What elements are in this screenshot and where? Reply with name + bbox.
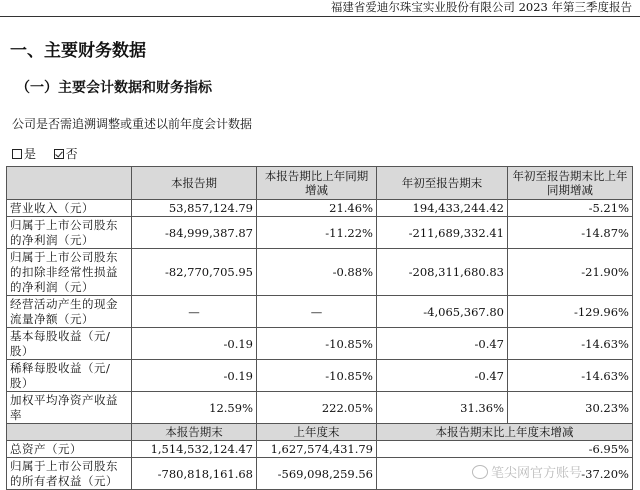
header-cell: 本报告期末比上年度末增减 xyxy=(377,424,633,441)
cell-value: -5.21% xyxy=(508,200,633,217)
cell-value: — xyxy=(132,296,257,328)
cell-value: 30.23% xyxy=(508,392,633,424)
weibo-logo-icon xyxy=(472,465,488,479)
cell-value: -37.20% xyxy=(377,458,633,490)
cell-value: -10.85% xyxy=(257,328,377,360)
watermark-text: 笔尖网官方账号 xyxy=(491,466,583,481)
row-label: 总资产（元） xyxy=(7,441,132,458)
checkbox-no-checked[interactable] xyxy=(54,149,64,159)
cell-value: -6.95% xyxy=(377,441,633,458)
header-cell: 上年度末 xyxy=(257,424,377,441)
header-cell: 年初至报告期末 xyxy=(377,167,508,200)
cell-value: -14.63% xyxy=(508,328,633,360)
row-label: 经营活动产生的现金流量净额（元） xyxy=(7,296,132,328)
cell-value: -11.22% xyxy=(257,217,377,249)
cell-value: -82,770,705.95 xyxy=(132,249,257,296)
cell-value: -129.96% xyxy=(508,296,633,328)
cell-value: -14.63% xyxy=(508,360,633,392)
cell-value: 12.59% xyxy=(132,392,257,424)
option-no-label: 否 xyxy=(65,147,78,161)
table-row xyxy=(7,200,633,217)
table-row xyxy=(7,360,633,392)
checkbox-yes[interactable] xyxy=(12,149,22,159)
cell-value: — xyxy=(257,296,377,328)
table-row xyxy=(7,296,633,328)
row-label: 归属于上市公司股东的所有者权益（元） xyxy=(7,458,132,490)
watermark xyxy=(472,462,582,481)
cell-value: -0.47 xyxy=(377,360,508,392)
cell-value: 222.05% xyxy=(257,392,377,424)
row-label: 归属于上市公司股东的净利润（元） xyxy=(7,217,132,249)
header-cell: 本报告期比上年同期增减 xyxy=(257,167,377,200)
cell-value: -0.19 xyxy=(132,328,257,360)
cell-value: -4,065,367.80 xyxy=(377,296,508,328)
row-label: 基本每股收益（元/股） xyxy=(7,328,132,360)
restatement-question: 公司是否需追溯调整或重述以前年度会计数据 xyxy=(12,117,253,131)
cell-value: 21.46% xyxy=(257,200,377,217)
cell-value: -0.19 xyxy=(132,360,257,392)
header-cell xyxy=(7,424,132,441)
table-header-row-2 xyxy=(7,424,633,441)
table-header-row xyxy=(7,167,633,200)
financial-data-table xyxy=(6,166,633,490)
cell-value: 31.36% xyxy=(377,392,508,424)
row-label: 归属于上市公司股东的扣除非经常性损益的净利润（元） xyxy=(7,249,132,296)
subsection-title: （一）主要会计数据和财务指标 xyxy=(16,80,212,96)
restatement-options xyxy=(12,145,78,162)
cell-value: -21.90% xyxy=(508,249,633,296)
table-row xyxy=(7,217,633,249)
header-cell xyxy=(7,167,132,200)
header-cell: 本报告期 xyxy=(132,167,257,200)
row-label: 加权平均净资产收益率 xyxy=(7,392,132,424)
cell-value: -569,098,259.56 xyxy=(257,458,377,490)
cell-value: -208,311,680.83 xyxy=(377,249,508,296)
cell-value: -0.88% xyxy=(257,249,377,296)
cell-value: -10.85% xyxy=(257,360,377,392)
option-yes-label: 是 xyxy=(24,147,37,161)
cell-value: 1,514,532,124.47 xyxy=(132,441,257,458)
row-label: 营业收入（元） xyxy=(7,200,132,217)
table-row xyxy=(7,249,633,296)
cell-value: -14.87% xyxy=(508,217,633,249)
cell-value: 1,627,574,431.79 xyxy=(257,441,377,458)
cell-value: 194,433,244.42 xyxy=(377,200,508,217)
cell-value: -84,999,387.87 xyxy=(132,217,257,249)
row-label: 稀释每股收益（元/股） xyxy=(7,360,132,392)
cell-value: -211,689,332.41 xyxy=(377,217,508,249)
table-row xyxy=(7,441,633,458)
cell-value: 53,857,124.79 xyxy=(132,200,257,217)
table-row xyxy=(7,328,633,360)
table-row xyxy=(7,392,633,424)
header-cell: 本报告期末 xyxy=(132,424,257,441)
cell-value: -780,818,161.68 xyxy=(132,458,257,490)
section-title: 一、主要财务数据 xyxy=(10,41,146,61)
report-header: 福建省爱迪尔珠宝实业股份有限公司 2023 年第三季度报告 xyxy=(0,0,640,17)
header-cell: 年初至报告期末比上年同期增减 xyxy=(508,167,633,200)
cell-value: -0.47 xyxy=(377,328,508,360)
